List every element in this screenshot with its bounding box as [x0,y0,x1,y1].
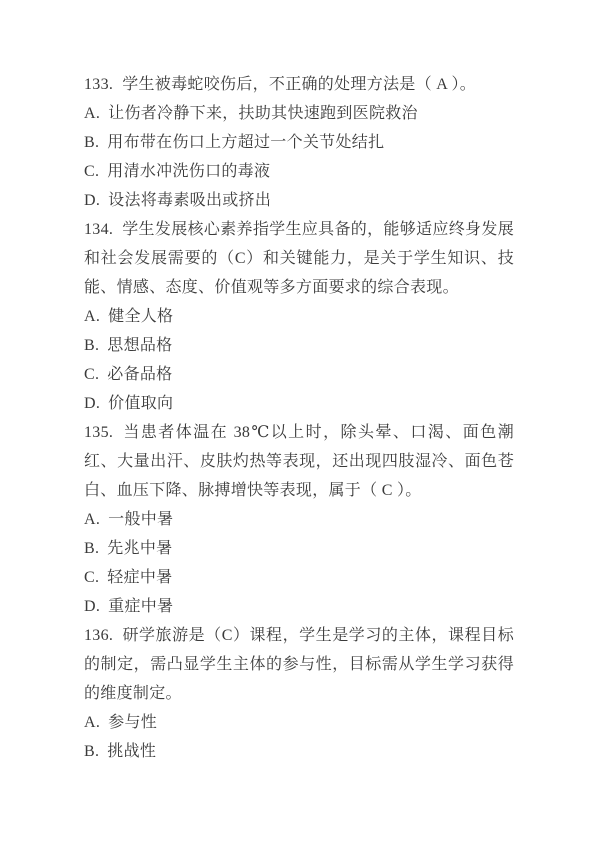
option-label: D. [84,598,101,615]
option-line [84,302,514,331]
option-label: A. [84,511,101,528]
option-text: 健全人格 [108,308,174,325]
question-body: 当患者体温在 38℃以上时，除头晕、口渴、面色潮红、大量出汗、皮肤灼热等表现，还出现四肢湿冷、面色苍白、血压下降、脉搏增快等表现，属于（ C ）。 [84,424,514,499]
option-label: C. [84,163,100,180]
option-text: 设法将毒素吸出或挤出 [108,192,272,209]
option-line [84,737,514,766]
question-body: 研学旅游是（C）课程，学生是学习的主体，课程目标的制定，需凸显学生主体的参与性，目标需从学生学习获得的维度制定。 [84,627,514,702]
option-line [84,534,514,563]
question-135 [84,418,514,621]
question-number: 135. [84,424,114,441]
option-text: 用清水冲洗伤口的毒液 [107,163,271,180]
option-text: 重症中暑 [108,598,174,615]
question-text [84,215,514,302]
option-text: 挑战性 [107,743,157,760]
option-line [84,505,514,534]
option-line [84,592,514,621]
option-label: B. [84,134,100,151]
option-label: C. [84,569,100,586]
option-text: 轻症中暑 [107,569,173,586]
question-136 [84,621,514,766]
option-label: B. [84,337,100,354]
option-line [84,389,514,418]
option-label: A. [84,105,101,122]
question-text [84,418,514,505]
question-number: 133. [84,76,114,93]
option-label: D. [84,192,101,209]
option-text: 价值取向 [108,395,174,412]
question-number: 134. [84,221,114,238]
question-number: 136. [84,627,114,644]
option-line [84,563,514,592]
option-line [84,99,514,128]
option-line [84,708,514,737]
option-text: 必备品格 [107,366,173,383]
option-text: 让伤者冷静下来，扶助其快速跑到医院救治 [108,105,418,122]
question-134 [84,215,514,418]
option-text: 用布带在伤口上方超过一个关节处结扎 [107,134,385,151]
option-text: 一般中暑 [108,511,174,528]
option-line [84,360,514,389]
option-text: 思想品格 [107,337,173,354]
option-line [84,157,514,186]
question-133 [84,70,514,215]
option-line [84,186,514,215]
option-label: B. [84,743,100,760]
option-line [84,331,514,360]
option-label: B. [84,540,100,557]
option-label: D. [84,395,101,412]
question-text [84,70,514,99]
option-text: 参与性 [108,714,158,731]
option-line [84,128,514,157]
question-body: 学生发展核心素养指学生应具备的，能够适应终身发展和社会发展需要的（C）和关键能力，是关于学生知识、技能、情感、态度、价值观等多方面要求的综合表现。 [84,221,514,296]
option-label: C. [84,366,100,383]
option-text: 先兆中暑 [107,540,173,557]
question-body: 学生被毒蛇咬伤后，不正确的处理方法是（ A ）。 [122,76,477,93]
option-label: A. [84,714,101,731]
option-label: A. [84,308,101,325]
question-text [84,621,514,708]
